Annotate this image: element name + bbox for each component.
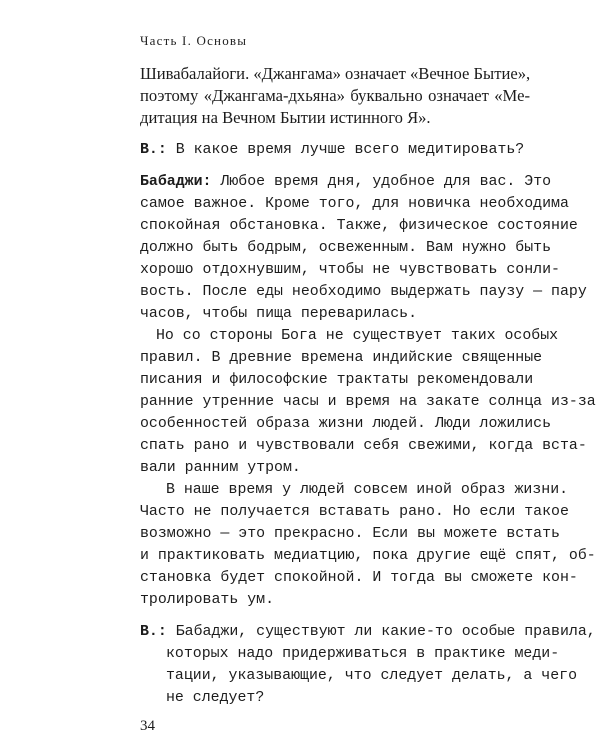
text-line: Шивабалайоги. «Джангама» означает «Вечное Бытие», — [140, 64, 531, 83]
running-head: Часть I. Основы — [140, 33, 248, 48]
text-line: тации, указывающие, что следует делать, а чего — [166, 668, 578, 684]
text-line: вость. После еды необходимо выдержать паузу — пару — [140, 284, 587, 300]
text-line: которых надо придерживаться в практике меди- — [166, 646, 560, 662]
question-line — [140, 140, 530, 160]
text-line: самое важное. Кроме того, для новичка необходима — [140, 196, 569, 212]
question-line — [140, 622, 596, 642]
text-line: спать рано и чувствовали себя свежими, когда вста- — [140, 438, 587, 454]
answer-text: Любое время дня, удобное для вас. Это — [211, 174, 552, 190]
text-line: часов, чтобы пища переварилась. — [140, 306, 418, 322]
text-line: поэтому «Джангама-дхьяна» буквально означает «Ме- — [140, 86, 530, 105]
text-line: хорошо отдохнувшим, чтобы не чувствовать сонли- — [140, 262, 560, 278]
text-line: должно быть бодрым, освеженным. Вам нужно быть — [140, 240, 552, 256]
question-label: В.: — [140, 142, 167, 158]
text-line: В наше время у людей совсем иной образ жизни. — [166, 482, 569, 498]
text-line: вали ранним утром. — [140, 460, 301, 476]
answer-first-line — [140, 172, 552, 192]
text-line: ранние утренние часы и время на закате солнца из-за — [140, 394, 596, 410]
text-line: особенностей образа жизни людей. Люди ложились — [140, 416, 552, 432]
text-line: писания и философские трактаты рекомендовали — [140, 372, 534, 388]
text-line: спокойная обстановка. Также, физическое состояние — [140, 218, 578, 234]
page-number: 34 — [140, 718, 155, 734]
text-line: и практиковать медиатцию, пока другие ещё спят, об- — [140, 548, 596, 564]
question-text: Бабаджи, существуют ли какие-то особые правила, — [166, 624, 596, 640]
text-line: правил. В древние времена индийские священные — [140, 350, 543, 366]
text-line: дитация на Вечном Бытии истинного Я». — [140, 108, 431, 127]
text-line: Но со стороны Бога не существует таких особых — [156, 328, 559, 344]
question-label: В.: — [140, 624, 167, 640]
text-line: Часто не получается вставать рано. Но если такое — [140, 504, 569, 520]
text-line: тролировать ум. — [140, 592, 275, 608]
text-line: не следует? — [166, 690, 265, 706]
text-line: возможно — это прекрасно. Если вы можете встать — [140, 526, 560, 542]
text-line: становка будет спокойной. И тогда вы сможете кон- — [140, 570, 578, 586]
speaker-label: Бабаджи: — [140, 174, 212, 190]
question-text: В какое время лучше всего медитировать? — [166, 142, 525, 158]
